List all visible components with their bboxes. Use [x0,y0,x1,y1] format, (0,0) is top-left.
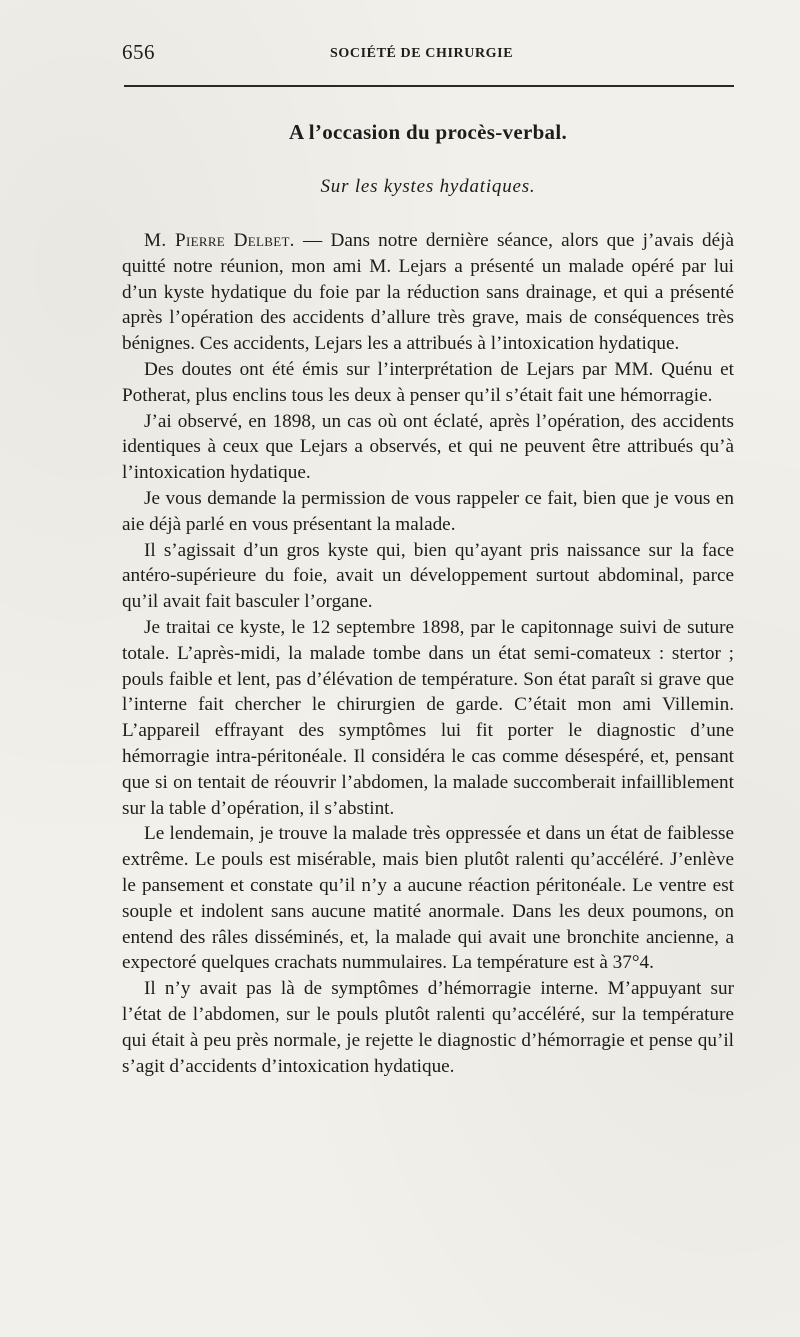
section-subtitle: Sur les kystes hydatiques. [320,176,536,197]
speaker-name: M. Pierre Delbet. [144,230,295,251]
paragraph-text: — Dans notre dernière séance, alors que j’avais déjà quitté notre réunion, mon ami M. Lejars a présenté un malade opéré par lui d’un kyste hydatique du foie par la réduction sans drainage, et qui a présenté après l’opération des accidents d’allure très grave, mais de conséquences très bénignes. Ces accidents, Lejars les a attribués à l’intoxication hydatique. [122,230,734,355]
body-text [122,228,734,1079]
page-header [122,40,734,74]
header-rule [124,85,734,87]
paragraph: Il n’y avait pas là de symptômes d’hémorragie interne. M’appuyant sur l’état de l’abdomen, sur le pouls plutôt ralenti qu’accéléré, sur la température qui était à peu près normale, je rejette le diagnostic d’hémorragie et pense qu’il s’agit d’accidents d’intoxication hydatique. [122,978,734,1077]
running-head: SOCIÉTÉ DE CHIRURGIE [330,46,514,61]
section-title: A l’occasion du procès-verbal. [288,120,568,144]
paragraph: Le lendemain, je trouve la malade très oppressée et dans un état de faiblesse extrême. Le pouls est misérable, mais bien plutôt ralenti qu’accéléré. J’enlève le pansement et constate qu’il n’y a aucune réaction péritonéale. Le ventre est souple et indolent sans aucune matité anormale. Dans les deux poumons, on entend des râles disséminés, et, la malade qui avait une bronchite ancienne, a expectoré quelques crachats nummulaires. La température est à 37°4. [122,823,734,974]
paragraph: Il s’agissait d’un gros kyste qui, bien qu’ayant pris naissance sur la face antéro-supérieure du foie, avait un développement surtout abdominal, parce qu’il avait fait basculer l’organe. [122,539,734,613]
page-number: 656 [122,40,155,64]
paragraph: J’ai observé, en 1898, un cas où ont éclaté, après l’opération, des accidents identiques à ceux que Lejars a observés, et qui ne peuvent être attribués qu’à l’intoxication hydatique. [122,410,734,484]
paragraph: Je traitai ce kyste, le 12 septembre 1898, par le capitonnage suivi de suture totale. L’après-midi, la malade tombe dans un état semi-comateux : stertor ; pouls faible et lent, pas d’élévation de température. Son état paraît si grave que l’interne fait chercher le chirurgien de garde. C’était mon ami Villemin. L’appareil effrayant des symptômes lui fit porter le diagnostic d’une hémorragie intra-péritonéale. Il considéra le cas comme désespéré, et, pensant que si on tentait de réouvrir l’abdomen, la malade succomberait infailliblement sur la table d’opération, il s’abstint. [122,616,734,819]
paragraph: Je vous demande la permission de vous rappeler ce fait, bien que je vous en aie déjà parlé en vous présentant la malade. [122,487,734,535]
paragraph [122,228,734,357]
paragraph: Des doutes ont été émis sur l’interprétation de Lejars par MM. Quénu et Potherat, plus enclins tous les deux à penser qu’il s’était fait une hémorragie. [122,358,734,406]
